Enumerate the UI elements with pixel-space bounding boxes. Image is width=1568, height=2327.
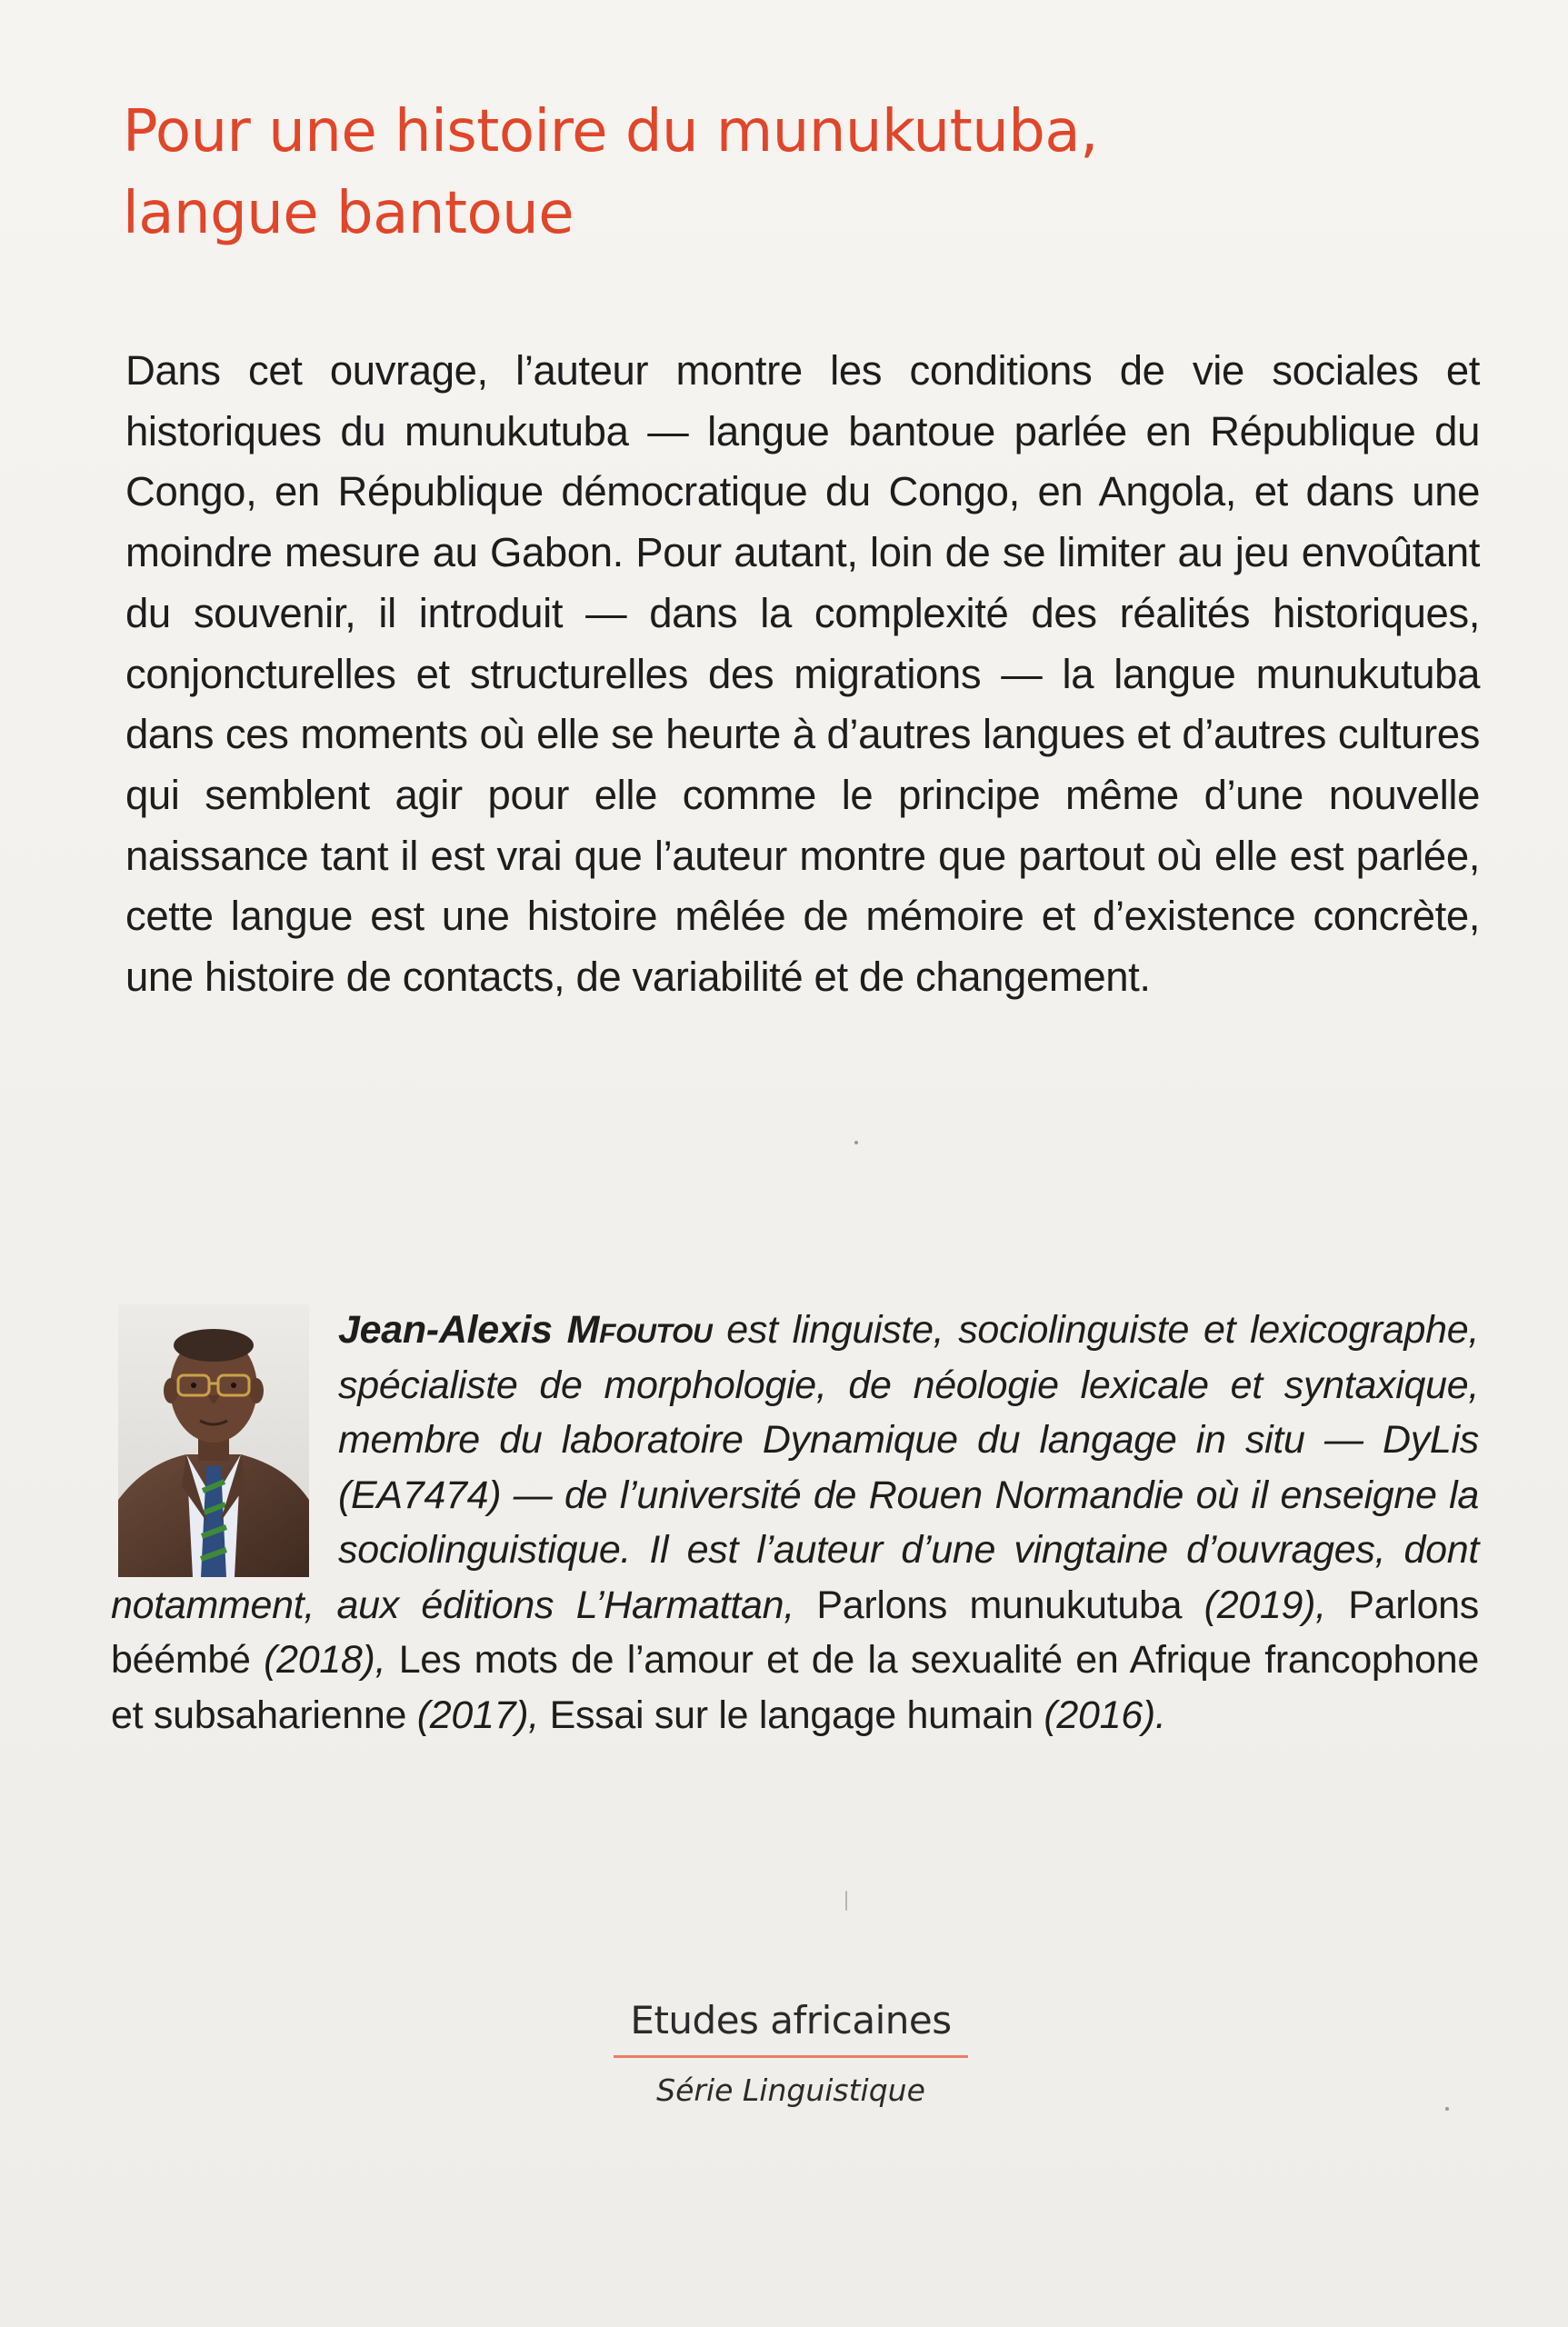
paper-speck bbox=[854, 1141, 858, 1144]
book-title bbox=[123, 91, 1441, 255]
work-separator: , bbox=[1315, 1583, 1349, 1627]
author-first-name: Jean-Alexis bbox=[338, 1308, 553, 1352]
work-year: (2018) bbox=[264, 1638, 375, 1682]
work-separator: . bbox=[1154, 1693, 1166, 1737]
author-last-name: Mfoutou bbox=[566, 1308, 713, 1352]
work-title: Essai sur le langage humain bbox=[549, 1693, 1034, 1737]
work-year: (2016) bbox=[1044, 1693, 1155, 1737]
paper-speck bbox=[1445, 2107, 1449, 2111]
work-separator: , bbox=[375, 1638, 399, 1682]
work-separator: , bbox=[528, 1693, 550, 1737]
series-block bbox=[600, 1995, 982, 2111]
book-title-line-1: Pour une histoire du munukutuba, bbox=[123, 98, 1098, 165]
work-title: Parlons béémbé bbox=[111, 1583, 1479, 1682]
work-year: (2017) bbox=[416, 1693, 529, 1737]
author-bio-text: est linguiste, sociolinguiste et lexicographe, spécialiste de morphologie, de néologie lexicale et syntaxique, membre du laboratoire Dynamique du langage in situ — DyLis (EA7474) — de l’université de Rouen Normandie où il enseigne la sociolinguistique. Il est l’auteur d’une vingtaine d’ouvrages, dont notamment, aux éditions L’Harmattan, bbox=[111, 1308, 1479, 1627]
series-divider bbox=[614, 2055, 968, 2058]
series-name: Etudes africaines bbox=[630, 1998, 952, 2042]
paper-mark bbox=[845, 1891, 847, 1911]
series-subseries: Série Linguistique bbox=[656, 2072, 925, 2108]
book-title-line-2: langue bantoue bbox=[123, 180, 574, 247]
photo-spacer bbox=[111, 1303, 338, 1571]
book-description: Dans cet ouvrage, l’auteur montre les conditions de vie sociales et historiques du munukutuba — langue bantoue parlée en République du Congo, en République démocratique du Congo, en Angola, et dans une moindre mesure au Gabon. Pour autant, loin de se limiter au jeu envoûtant du souvenir, il introduit — dans la complexité des réalités historiques, conjoncturelles et structurelles des migrations — la langue munukutuba dans ces moments où elle se heurte à d’autres langues et d’autres cultures qui semblent agir pour elle comme le principe même d’une nouvelle naissance tant il est vrai que l’auteur montre que partout où elle est parlée, cette langue est une histoire mêlée de mémoire et d’existence concrète, une histoire de contacts, de variabilité et de changement. bbox=[125, 347, 1480, 1001]
work-year: (2019) bbox=[1203, 1583, 1316, 1627]
author-biography bbox=[111, 1303, 1479, 1743]
work-title: Les mots de l’amour et de la sexualité en Afrique francophone et subsaharienne bbox=[111, 1638, 1479, 1737]
work-title: Parlons munukutuba bbox=[816, 1583, 1183, 1627]
